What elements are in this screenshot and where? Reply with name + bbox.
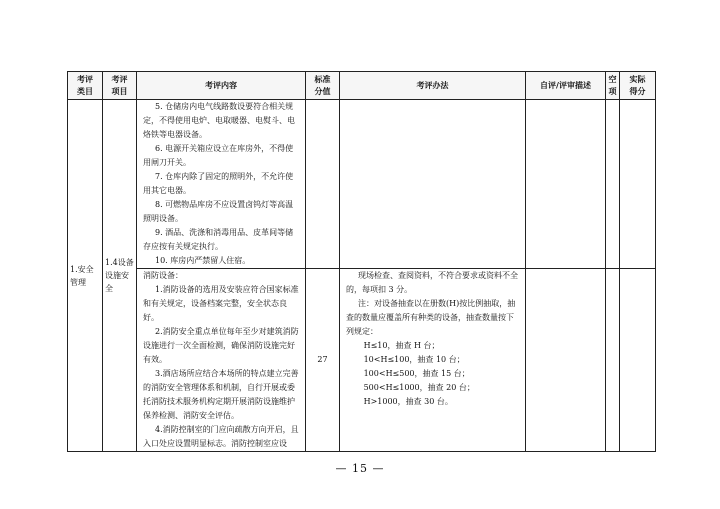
content-line: 5. 仓储房内电气线路数设要符合相关规定，不得使用电炉、电取暖器、电熨斗、电烙铁等电器设备。 — [143, 102, 295, 139]
content-line: 2.消防安全重点单位每年至少对建筑消防设施进行一次全面检测，确保消防设施完好有效。 — [143, 327, 299, 364]
method-rule: H>1000，抽查 30 台。 — [363, 397, 453, 406]
page-number: — 15 — — [335, 462, 385, 475]
content-line: 3.酒店场所应结合本场所的特点建立完善的消防安全管理体系和机制，自行开展或委托消防技术服务机构定期开展消防设施维护保养检测、消防安全评估。 — [143, 369, 299, 420]
header-method: 考评办法 — [340, 72, 526, 100]
content-line: 7. 仓库内除了固定的照明外，不允许使用其它电器。 — [143, 172, 294, 195]
content-line: 6. 电源开关箱应设立在库房外，不得使用闸刀开关。 — [143, 144, 294, 167]
content-cell-warehouse — [137, 100, 306, 269]
score-cell: 27 — [306, 269, 340, 452]
table-row — [68, 100, 656, 269]
content-line: 9. 酒品、洗涤和消毒用品、皮革间等储存应按有关规定执行。 — [143, 228, 294, 251]
content-line: 4.消防控制室的门应向疏散方向开启，且入口处应设置明显标志。消防控制室应设 — [143, 425, 299, 448]
content-line: 10. 库房内严禁留人住宿。 — [155, 256, 251, 265]
method-rule: 100<H≤500，抽查 15 台； — [363, 369, 470, 378]
content-line: 消防设备： — [143, 271, 183, 280]
header-empty: 空项 — [606, 72, 620, 100]
item-cell: 1.4设备设施安全 — [103, 100, 137, 452]
method-rule: 500<H≤1000，抽查 20 台； — [363, 383, 475, 392]
content-line: 8. 可燃物品库房不应设置卤钨灯等高温照明设备。 — [143, 200, 294, 223]
content-line: 1.消防设备的选用及安装应符合国家标准和有关规定，设备档案完整，安全状态良好。 — [143, 285, 299, 322]
method-cell — [340, 269, 526, 452]
header-self-eval: 自评/评审描述 — [526, 72, 606, 100]
method-rule: H≤10，抽查 H 台； — [363, 341, 440, 350]
evaluation-table — [67, 71, 656, 452]
self-eval-cell — [526, 100, 606, 269]
table-row — [68, 269, 656, 452]
method-line: 注：对设备抽查以在册数(H)按比例抽取，抽查的数量应覆盖所有种类的设备，抽查数量按下列规定： — [346, 299, 516, 336]
method-cell-empty — [340, 100, 526, 269]
header-actual: 实际得分 — [620, 72, 656, 100]
header-item: 考评项目 — [103, 72, 137, 100]
empty-cell — [606, 269, 620, 452]
actual-score-cell — [620, 269, 656, 452]
method-line: 现场检查、查阅资料，不符合要求或资料不全的，每项扣 3 分。 — [346, 271, 518, 294]
category-cell: 1.安全管理 — [68, 100, 103, 452]
header-content: 考评内容 — [137, 72, 306, 100]
empty-cell — [606, 100, 620, 269]
content-cell-fire — [137, 269, 306, 452]
header-row — [68, 72, 656, 100]
method-rule: 10<H≤100，抽查 10 台； — [363, 355, 465, 364]
header-score: 标准分值 — [306, 72, 340, 100]
actual-score-cell — [620, 100, 656, 269]
header-category: 考评类目 — [68, 72, 103, 100]
self-eval-cell — [526, 269, 606, 452]
score-cell-empty — [306, 100, 340, 269]
